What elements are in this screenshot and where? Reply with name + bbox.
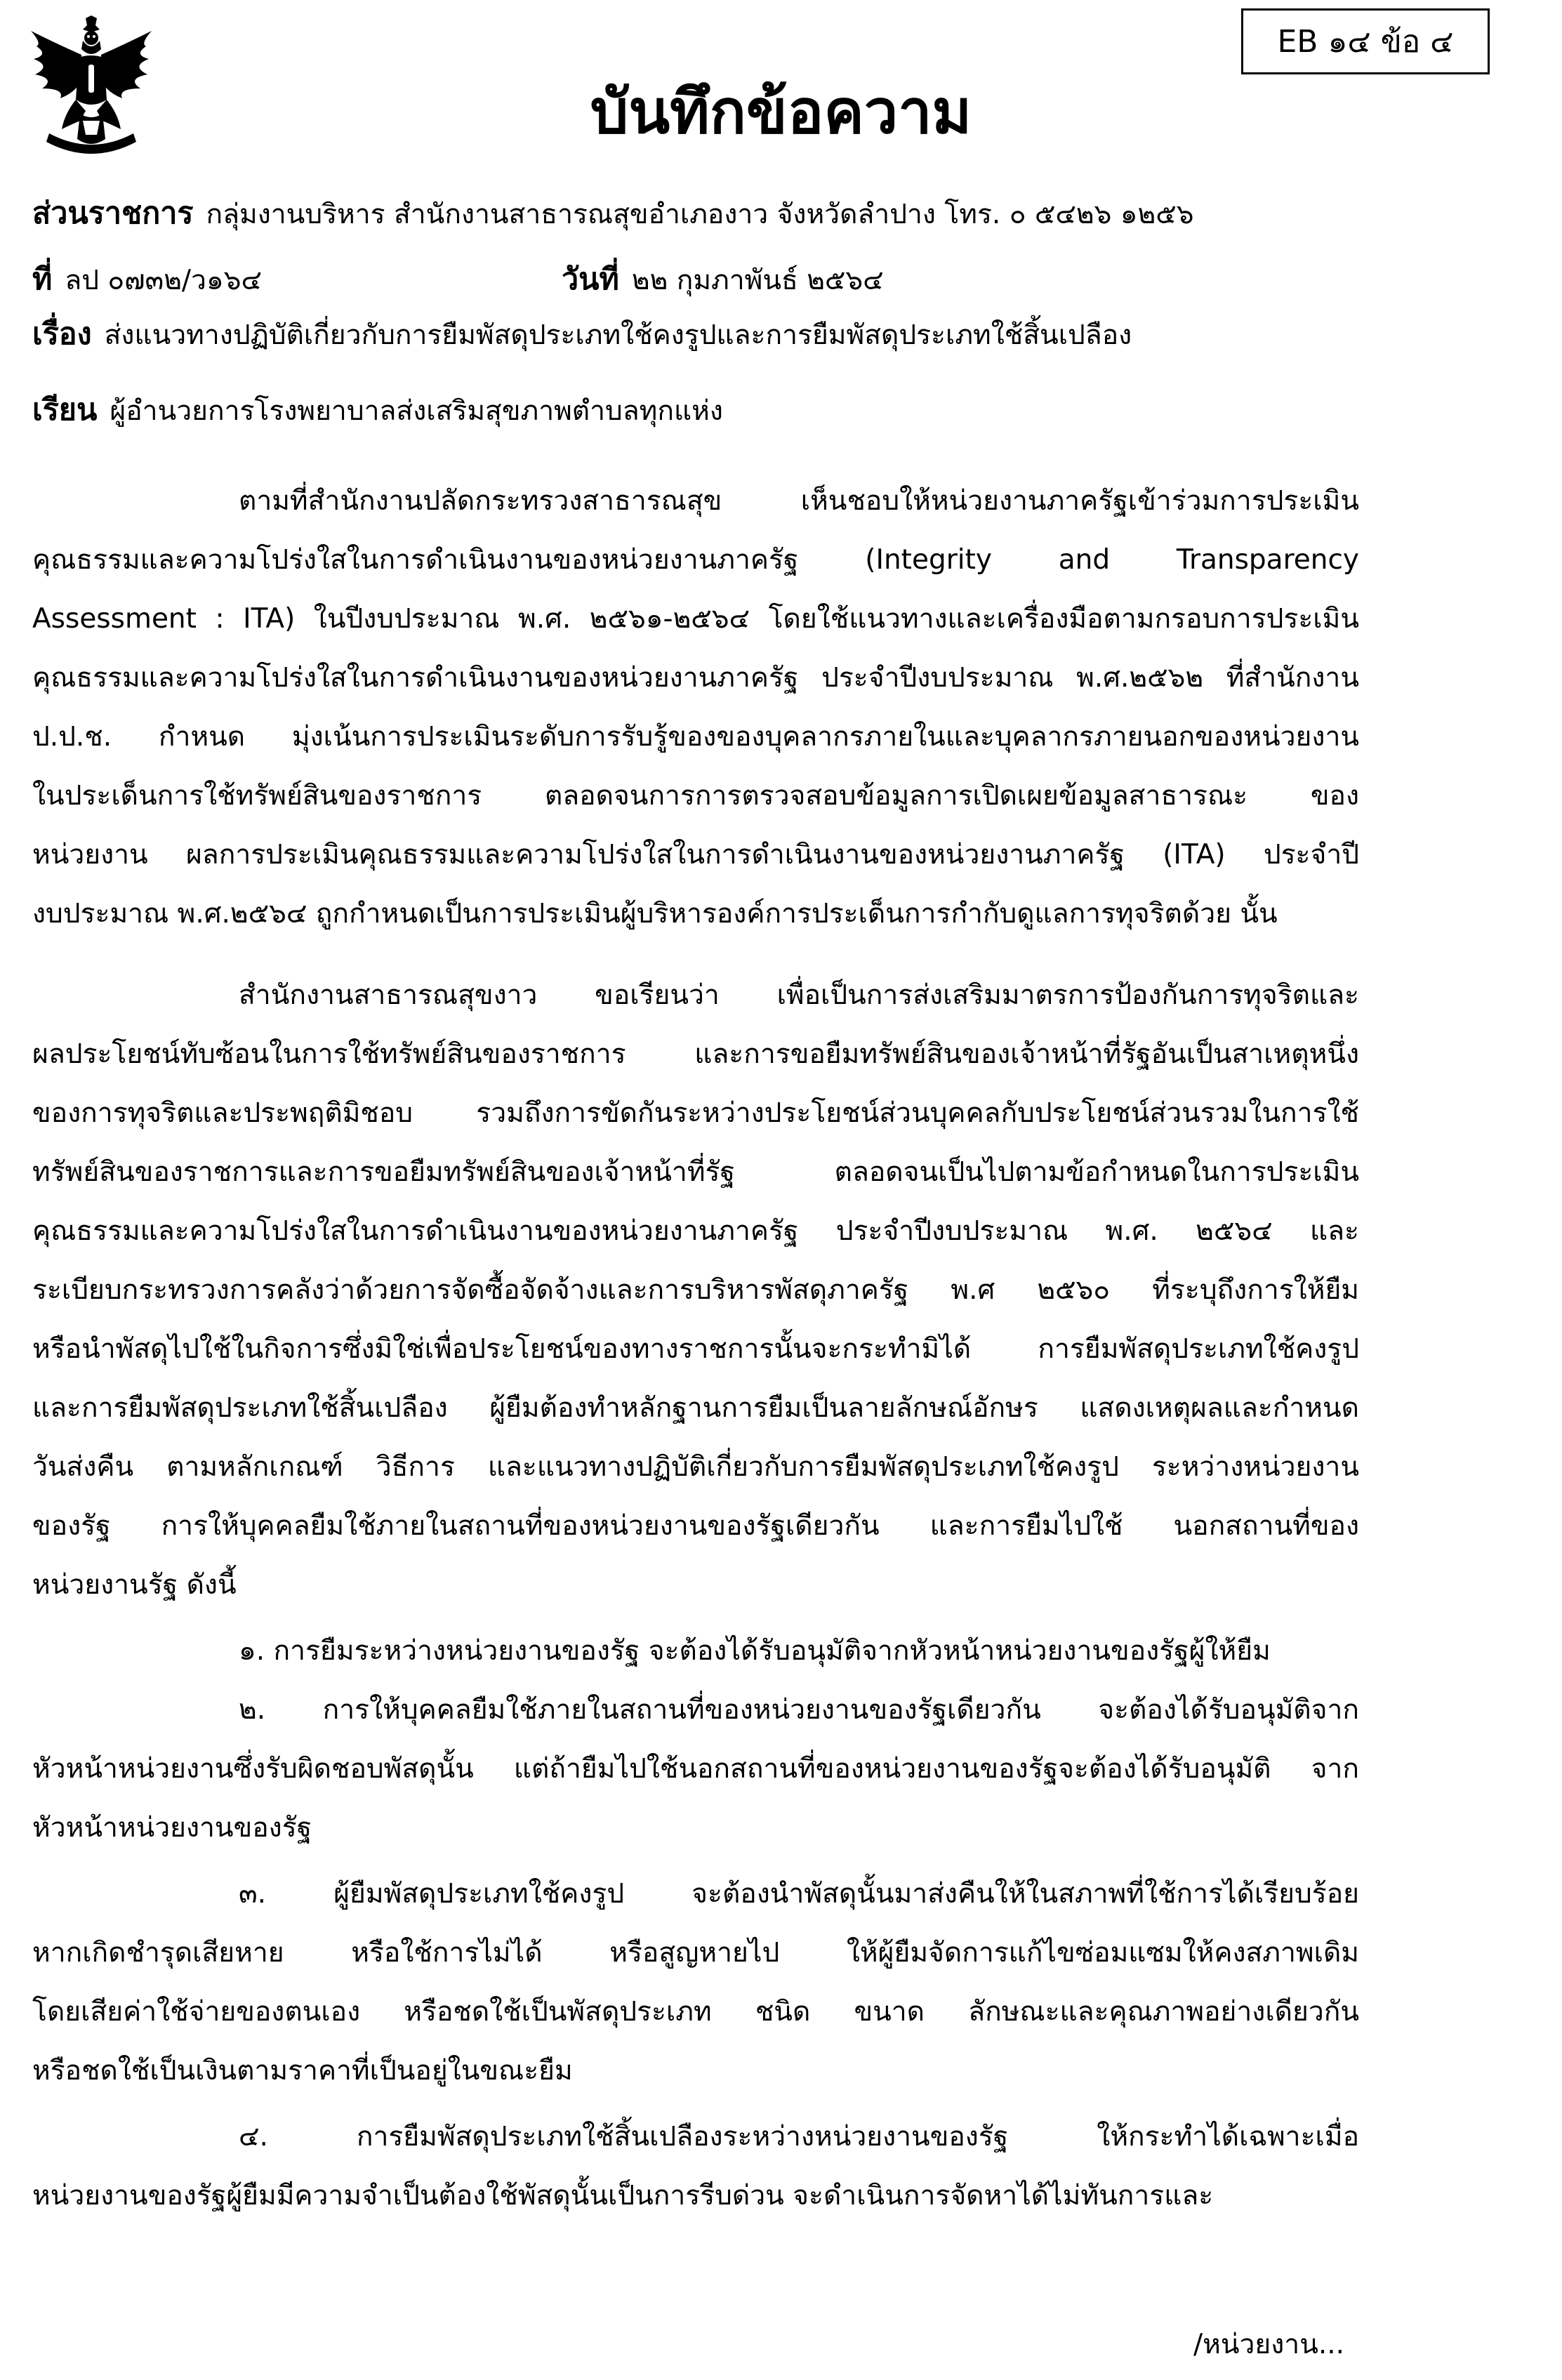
paragraph-1-line: ในประเด็นการใช้ทรัพย์สินของราชการ ตลอดจนการการตรวจสอบข้อมูลการเปิดเผยข้อมูลสาธารณะ ของ [32,780,1359,812]
list-item-3-line: หากเกิดชำรุดเสียหาย หรือใช้การไม่ได้ หรือสูญหายไป ให้ผู้ยืมจัดการแก้ไขซ่อมแซมให้คงสภาพเดิม [32,1937,1359,1969]
paragraph-1-line: หน่วยงาน ผลการประเมินคุณธรรมและความโปร่งใสในการดำเนินงานของหน่วยงานภาครัฐ (ITA) ประจำปี [32,839,1359,871]
date-label: วันที่ [562,262,619,297]
paragraph-2-line: ทรัพย์สินของราชการและการขอยืมทรัพย์สินของเจ้าหน้าที่รัฐ ตลอดจนเป็นไปตามข้อกำหนดในการประเมิน [32,1156,1359,1188]
ref-value: ลป ๐๗๓๒/ว๑๖๔ [65,265,262,296]
list-item-2-line: หัวหน้าหน่วยงานของรัฐ [32,1812,312,1844]
paragraph-2-line: และการยืมพัสดุประเภทใช้สิ้นเปลือง ผู้ยืมต้องทำหลักฐานการยืมเป็นลายลักษณ์อักษร แสดงเหตุผลและกำหนด [32,1392,1359,1424]
memo-title: บันทึกข้อความ [590,77,972,147]
list-item-2-line: หัวหน้าหน่วยงานซึ่งรับผิดชอบพัสดุนั้น แต่ถ้ายืมไปใช้นอกสถานที่ของหน่วยงานของรัฐจะต้องได้รับอนุมัติ จาก [32,1753,1359,1785]
document-code: EB ๑๔ ข้อ ๔ [1277,24,1454,60]
paragraph-2-line: ระเบียบกระทรวงการคลังว่าด้วยการจัดซื้อจัดจ้างและการบริหารพัสดุภาครัฐ พ.ศ ๒๕๖๐ ที่ระบุถึงการให้ยืม [32,1274,1359,1306]
list-item-3-line: หรือชดใช้เป็นเงินตามราคาที่เป็นอยู่ในขณะยืม [32,2055,573,2087]
to-row [32,390,723,431]
to-label: เรียน [32,392,98,428]
date-value: ๒๒ กุมภาพันธ์ ๒๕๖๔ [631,265,884,296]
subject-row [32,315,1132,355]
paragraph-1-line: Assessment : ITA) ในปีงบประมาณ พ.ศ. ๒๕๖๑-๒๕๖๔ โดยใช้แนวทางและเครื่องมือตามกรอบการประเมิน [32,603,1359,635]
paragraph-2-line: ผลประโยชน์ทับซ้อนในการใช้ทรัพย์สินของราชการ และการขอยืมทรัพย์สินของเจ้าหน้าที่รัฐอันเป็นสาเหตุหนึ่ง [32,1038,1359,1070]
paragraph-1-line: ป.ป.ช. กำหนด มุ่งเน้นการประเมินระดับการรับรู้ของของบุคลากรภายในและบุคลากรภายนอกของหน่วยงาน [32,721,1359,753]
paragraph-1-line: งบประมาณ พ.ศ.๒๕๖๔ ถูกกำหนดเป็นการประเมินผู้บริหารองค์การประเด็นการกำกับดูแลการทุจริตด้วย นั้น [32,898,1278,930]
paragraph-1-line: คุณธรรมและความโปร่งใสในการดำเนินงานของหน่วยงานภาครัฐ (Integrity and Transparency [32,544,1359,576]
paragraph-1-line: ตามที่สำนักงานปลัดกระทรวงสาธารณสุข เห็นชอบให้หน่วยงานภาครัฐเข้าร่วมการประเมิน [239,485,1359,517]
paragraph-2-line: สำนักงานสาธารณสุขงาว ขอเรียนว่า เพื่อเป็นการส่งเสริมมาตรการป้องกันการทุจริตและ [239,979,1359,1011]
paragraph-2-line: หน่วยงานรัฐ ดังนี้ [32,1569,237,1601]
subject-label: เรื่อง [32,317,92,352]
paragraph-2-line: วันส่งคืน ตามหลักเกณฑ์ วิธีการ และแนวทางปฏิบัติเกี่ยวกับการยืมพัสดุประเภทใช้คงรูป ระหว่างหน่วยงาน [32,1451,1359,1483]
ref-row [32,260,262,300]
paragraph-2-line: ของรัฐ การให้บุคคลยืมใช้ภายในสถานที่ของหน่วยงานของรัฐเดียวกัน และการยืมไปใช้ นอกสถานที่ของ [32,1510,1359,1542]
to-value: ผู้อำนวยการโรงพยาบาลส่งเสริมสุขภาพตำบลทุกแห่ง [110,395,723,427]
document-code-box [1241,8,1490,74]
agency-label: ส่วนราชการ [32,196,194,231]
date-row [562,260,884,300]
list-item-3-line: โดยเสียค่าใช้จ่ายของตนเอง หรือชดใช้เป็นพัสดุประเภท ชนิด ขนาด ลักษณะและคุณภาพอย่างเดียวกัน [32,1996,1359,2028]
paragraph-2-line: หรือนำพัสดุไปใช้ในกิจการซึ่งมิใช่เพื่อประโยชน์ของทางราชการนั้นจะกระทำมิได้ การยืมพัสดุประเภทใช้คงรูป [32,1333,1359,1365]
list-item-4-line: หน่วยงานของรัฐผู้ยืมมีความจำเป็นต้องใช้พัสดุนั้นเป็นการรีบด่วน จะดำเนินการจัดหาได้ไม่ทันการและ [32,2180,1214,2212]
list-item-4-line: ๔. การยืมพัสดุประเภทใช้สิ้นเปลืองระหว่างหน่วยงานของรัฐ ให้กระทำได้เฉพาะเมื่อ [239,2121,1359,2153]
paragraph-2-line: คุณธรรมและความโปร่งใสในการดำเนินงานของหน่วยงานภาครัฐ ประจำปีงบประมาณ พ.ศ. ๒๕๖๔ และ [32,1215,1359,1247]
page-continuation: /หน่วยงาน... [1193,2329,1345,2360]
paragraph-2-line: ของการทุจริตและประพฤติมิชอบ รวมถึงการขัดกันระหว่างประโยชน์ส่วนบุคคลกับประโยชน์ส่วนรวมในการใช้ [32,1097,1359,1129]
subject-value: ส่งแนวทางปฏิบัติเกี่ยวกับการยืมพัสดุประเภทใช้คงรูปและการยืมพัสดุประเภทใช้สิ้นเปลือง [104,319,1132,351]
agency-value: กลุ่มงานบริหาร สำนักงานสาธารณสุขอำเภองาว จังหวัดลำปาง โทร. ๐ ๕๔๒๖ ๑๒๕๖ [206,199,1194,230]
list-item-2-line: ๒. การให้บุคคลยืมใช้ภายในสถานที่ของหน่วยงานของรัฐเดียวกัน จะต้องได้รับอนุมัติจาก [239,1694,1359,1726]
agency-row [32,194,1194,234]
list-item-1-line: ๑. การยืมระหว่างหน่วยงานของรัฐ จะต้องได้รับอนุมัติจากหัวหน้าหน่วยงานของรัฐผู้ให้ยืม [239,1635,1271,1667]
list-item-3-line: ๓. ผู้ยืมพัสดุประเภทใช้คงรูป จะต้องนำพัสดุนั้นมาส่งคืนให้ในสภาพที่ใช้การได้เรียบร้อย [239,1878,1359,1910]
ref-label: ที่ [32,262,53,297]
paragraph-1-line: คุณธรรมและความโปร่งใสในการดำเนินงานของหน่วยงานภาครัฐ ประจำปีงบประมาณ พ.ศ.๒๕๖๒ ที่สำนักงาน [32,662,1359,694]
